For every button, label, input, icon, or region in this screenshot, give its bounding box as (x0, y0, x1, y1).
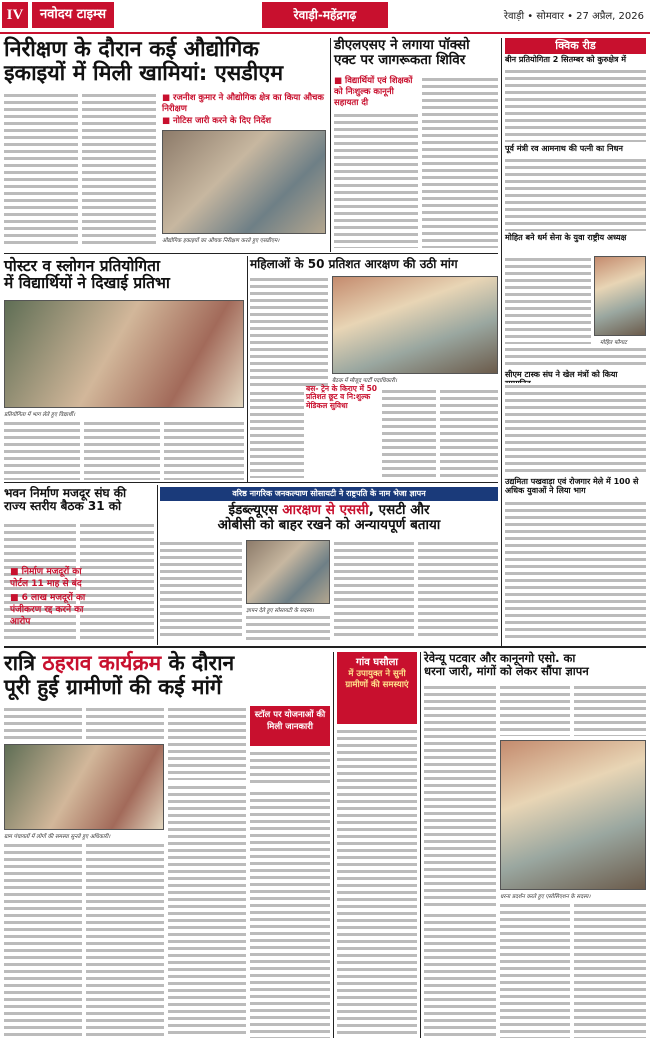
story9-photo (500, 740, 646, 890)
story6-headline (160, 503, 498, 533)
story4-headline: महिलाओं के 50 प्रतिशत आरक्षण की उठी मांग (250, 257, 458, 271)
story7-caption: ग्राम पंचायतों में लोगों की समस्या सुनते हुए अधिकारी। (4, 834, 111, 840)
story4-body-col4 (440, 388, 498, 478)
story3-photo (4, 300, 244, 408)
story9-headline-line2: धरना जारी, मांगों को लेकर सौंपा ज्ञापन (424, 663, 589, 678)
story2-body-col2 (422, 76, 498, 248)
story7-headline-suffix: के दौरान (161, 651, 235, 675)
quickread-item3-title: मोहित बने धर्म सेना के युवा राष्ट्रीय अध्यक्ष (505, 233, 627, 242)
story7-sidebar-body (250, 750, 330, 786)
column-rule-6 (420, 652, 421, 1038)
column-rule-4 (157, 485, 158, 645)
mohit-photo (594, 256, 646, 336)
column-rule-2 (501, 38, 502, 646)
dateline: रेवाड़ी • सोमवार • 27 अप्रैल, 2026 (503, 11, 644, 22)
story7-body-col7 (250, 790, 330, 1038)
story9-body-col2 (500, 684, 570, 736)
story9-body-col5 (500, 902, 570, 1038)
story7-headline-line1 (4, 652, 330, 676)
story7-photo (4, 744, 164, 830)
quickread-label: क्विक रीड (505, 38, 646, 54)
story7-headline-prefix: रात्रि (4, 651, 43, 675)
story8-body-col1 (337, 728, 417, 1038)
page-number: IV (2, 2, 28, 28)
story3-headline-line1: पोस्टर व स्लोगन प्रतियोगिता (4, 257, 160, 275)
story6-headline-prefix: ईडब्ल्यूएस (228, 502, 283, 518)
section-rule-3 (4, 646, 646, 648)
story7-headline (4, 652, 330, 699)
story7-body-col4 (4, 842, 82, 1038)
story2-headline-line1: डीएलएसए ने लगाया पॉक्सो (334, 37, 470, 53)
story5-headline-line2: राज्य स्तरीय बैठक 31 को (4, 499, 122, 514)
story8-box-line2: में उपायुक्त ने सुनी ग्रामीणों की समस्याएं (345, 669, 409, 690)
quickread-item1-title: बीन प्रतियोगिता 2 सितम्बर को कुरुक्षेत्र में (505, 55, 627, 64)
story1-subhead-1: ■ रजनीश कुमार ने औद्योगिक क्षेत्र का किया औचक निरीक्षण (162, 93, 324, 114)
story1-headline (4, 38, 326, 86)
story1-body-col1 (4, 92, 78, 244)
story7-body-col6 (168, 784, 246, 1038)
quickread-item4-title: सीएम टास्क संघ ने खेल मंत्रों को किया (505, 370, 618, 379)
story9-body-col4 (424, 912, 496, 1038)
story6-body-col2 (246, 614, 330, 642)
story3-body-col2 (84, 420, 160, 480)
brand-logo: नवोदय टाइम्स (32, 2, 114, 28)
quickread-item1-body (505, 68, 646, 142)
quickread-item5-body (505, 500, 646, 642)
pull-quote-text: ट्रेन के किराए में 50 प्रतिशत छूट व नि:शुल्क मेडिकल सुविधा (306, 384, 378, 410)
story7-sidebar-box: स्टॉल पर योजनाओं की मिली जानकारी (250, 706, 330, 746)
story1-caption: औद्योगिक इकाइयों का औचक निरीक्षण करते हुए एसडीएम। (162, 238, 280, 244)
story2-body-col1 (334, 112, 418, 248)
story7-headline-red: ठहराव कार्यक्रम (42, 651, 162, 675)
story7-body-col2 (86, 706, 164, 740)
story9-caption: धरना प्रदर्शन करते हुए एसोसिएशन के सदस्य। (500, 894, 591, 900)
story9-headline (424, 652, 646, 678)
story9-headline-line1: रेवेन्यू पटवार और कानूनगो एसो. का (424, 651, 576, 665)
edition-label: रेवाड़ी-महेंद्रगढ़ (262, 2, 388, 28)
pull-quote-prefix: बस- (306, 384, 319, 393)
story6-body-col3 (334, 540, 414, 640)
quickread-item5-title: उद्यमिता पखवाड़ा एवं रोजगार मेले में 100 से अधिक युवाओं ने लिया भाग (505, 477, 639, 495)
story7-body-col3 (168, 706, 246, 780)
story2-headline-line2: एक्ट पर जागरूकता शिविर (334, 52, 466, 69)
story4-body-col3 (382, 388, 436, 478)
story6-photo (246, 540, 330, 604)
story3-body-col1 (4, 420, 80, 480)
quickread-item4-body (505, 383, 646, 475)
story6-headline-red: आरक्षण से एससी (282, 502, 369, 518)
story6-headline-line2: ओबीसी को बाहर रखने को अन्यायपूर्ण बताया (217, 517, 441, 534)
story1-body-col3b (162, 246, 326, 250)
story5-headline (4, 487, 154, 514)
section-rule-2 (4, 482, 498, 483)
column-rule-5 (333, 652, 334, 1038)
story4-pull-quote (306, 385, 378, 410)
story8-box-line1: गांव घसौला (356, 657, 398, 668)
quickread-item2-title: पूर्व मंत्री रव आमनाथ की पत्नी का निधन (505, 144, 623, 153)
story9-body-col1 (424, 684, 496, 910)
story1-photo (162, 130, 326, 234)
story1-subhead-2: ■ नोटिस जारी करने के दिए निर्देश (162, 116, 272, 126)
quickread-item2-body (505, 157, 646, 231)
story6-headline-line1 (160, 503, 498, 518)
story6-kicker: वरिष्ठ नागरिक जनकल्याण सोसायटी ने राष्ट्रपति के नाम भेजा ज्ञापन (160, 487, 498, 501)
story1-headline-line1: निरीक्षण के दौरान कई औद्योगिक (4, 37, 259, 62)
story6-caption: ज्ञापन देते हुए सोसायटी के सदस्य। (246, 608, 314, 614)
story3-headline-line2: में विद्यार्थियों ने दिखाई प्रतिभा (4, 274, 170, 293)
story7-headline-line2: पूरी हुई ग्रामीणों की कई मांगें (4, 674, 222, 699)
story2-headline (334, 38, 498, 68)
story1-body-col2 (82, 92, 156, 244)
story3-headline (4, 258, 244, 293)
story5-bullet-1: ■ निर्माण मजदूरों का पोर्टल 11 माह से बंद (10, 567, 82, 589)
story9-body-col6 (574, 902, 646, 1038)
story5-headline-line1: भवन निर्माण मजदूर संघ की (4, 486, 127, 500)
mohit-caption: मोहित फौगाट (600, 340, 627, 346)
column-rule-1 (330, 38, 331, 252)
story4-caption: बैठक में मौजूद पार्टी पदाधिकारी। (332, 378, 397, 384)
story6-body-col4 (418, 540, 498, 640)
masthead (0, 0, 650, 34)
section-rule-1 (4, 253, 498, 254)
story7-body-col1 (4, 706, 82, 740)
story5-bullet-2: ■ 6 लाख मजदूरों का पंजीकरण रद्द करने का आरोप (10, 593, 86, 627)
quickread-item3-body (505, 256, 591, 344)
column-rule-3 (247, 256, 248, 482)
quickread-item3-body2 (505, 346, 646, 368)
story9-body-col3 (574, 684, 646, 736)
story4-photo (332, 276, 498, 374)
story3-caption: प्रतियोगिता में भाग लेते हुए विद्यार्थी। (4, 412, 76, 418)
story7-body-col5 (86, 842, 164, 1038)
story1-headline-line2: इकाइयों में मिली खामियां: एसडीएम (4, 61, 284, 87)
story4-body-col1 (250, 276, 328, 386)
story2-subhead: ■ विद्यार्थियों एवं शिक्षकों को निःशुल्क कानूनी सहायता दी (334, 76, 413, 108)
story8-box (337, 652, 417, 724)
story4-body-col2 (250, 390, 304, 478)
story6-headline-suffix: , एसटी और (368, 502, 430, 518)
story3-body-col3 (164, 420, 244, 480)
story6-body-col1 (160, 540, 242, 640)
